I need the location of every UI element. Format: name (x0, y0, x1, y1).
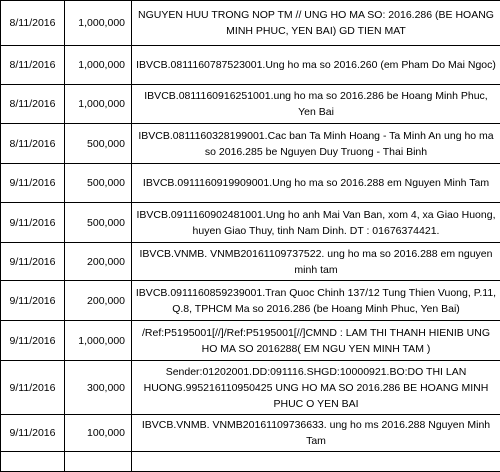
date-cell: 8/11/2016 (1, 124, 65, 164)
date-cell: 9/11/2016 (1, 164, 65, 203)
table-row (1, 46, 500, 85)
amount-cell: 1,000,000 (65, 46, 132, 85)
description-cell: Sender:01202001.DD:091116.SHGD:10000921.BO:DO THI LAN HUONG.995216110950425 UNG HO MA SO 2016.286 BE HOANG MINH PHUC O YEN BAI (132, 361, 500, 415)
amount-cell: 500,000 (65, 203, 132, 243)
amount-cell: 500,000 (65, 124, 132, 164)
table-row (1, 124, 500, 164)
amount-cell: 200,000 (65, 281, 132, 321)
table-row (1, 203, 500, 243)
date-cell: 8/11/2016 (1, 85, 65, 124)
description-cell: IBVCB.VNMB. VNMB20161109736633. ung ho ms 2016.288 Nguyen Minh Tam (132, 415, 500, 452)
table-row (1, 164, 500, 203)
amount-cell: 300,000 (65, 361, 132, 415)
table-row (1, 321, 500, 361)
table-row (1, 85, 500, 124)
amount-cell: 100,000 (65, 415, 132, 452)
amount-cell: 200,000 (65, 243, 132, 281)
amount-cell: 1,000,000 (65, 1, 132, 46)
date-cell: 8/11/2016 (1, 46, 65, 85)
description-cell: IBVCB.0811160916251001.ung ho ma so 2016.286 be Hoang Minh Phuc, Yen Bai (132, 85, 500, 124)
amount-cell: 1,000,000 (65, 85, 132, 124)
date-cell: 9/11/2016 (1, 243, 65, 281)
table-row (1, 243, 500, 281)
date-cell: 9/11/2016 (1, 415, 65, 452)
description-cell: IBVCB.VNMB. VNMB20161109737522. ung ho ma so 2016.288 em nguyen minh tam (132, 243, 500, 281)
table-row (1, 361, 500, 415)
amount-cell: 1,000,000 (65, 321, 132, 361)
table-row-partial (1, 452, 500, 472)
amount-cell: 500,000 (65, 164, 132, 203)
date-cell: 9/11/2016 (1, 281, 65, 321)
description-cell: IBVCB.0911160859239001.Tran Quoc Chinh 137/12 Tung Thien Vuong, P.11, Q.8, TPHCM Ma so 2016.286 (be Hoang Minh Phuc, Yen Bai) (132, 281, 500, 321)
description-cell: NGUYEN HUU TRONG NOP TM // UNG HO MA SO: 2016.286 (BE HOANG MINH PHUC, YEN BAI) GD TIEN MAT (132, 1, 500, 46)
description-cell: IBVCB.0811160787523001.Ung ho ma so 2016.260 (em Pham Do Mai Ngoc) (132, 46, 500, 85)
description-cell: IBVCB.0911160902481001.Ung ho anh Mai Van Ban, xom 4, xa Giao Huong, huyen Giao Thuy, tinh Nam Dinh. DT : 01676374421. (132, 203, 500, 243)
table-row (1, 1, 500, 46)
date-cell: 9/11/2016 (1, 361, 65, 415)
description-cell: IBVCB.0811160328199001.Cac ban Ta Minh Hoang - Ta Minh An ung ho ma so 2016.285 be Nguyen Duy Truong - Thai Binh (132, 124, 500, 164)
description-cell: IBVCB.0911160919909001.Ung ho ma so 2016.288 em Nguyen Minh Tam (132, 164, 500, 203)
table-row (1, 281, 500, 321)
date-cell: 8/11/2016 (1, 1, 65, 46)
date-cell: 9/11/2016 (1, 321, 65, 361)
description-cell: /Ref:P5195001[//]/Ref:P5195001[//]CMND : LAM THI THANH HIENIB UNG HO MA SO 2016288( EM NGU YEN MINH TAM ) (132, 321, 500, 361)
date-cell: 9/11/2016 (1, 203, 65, 243)
